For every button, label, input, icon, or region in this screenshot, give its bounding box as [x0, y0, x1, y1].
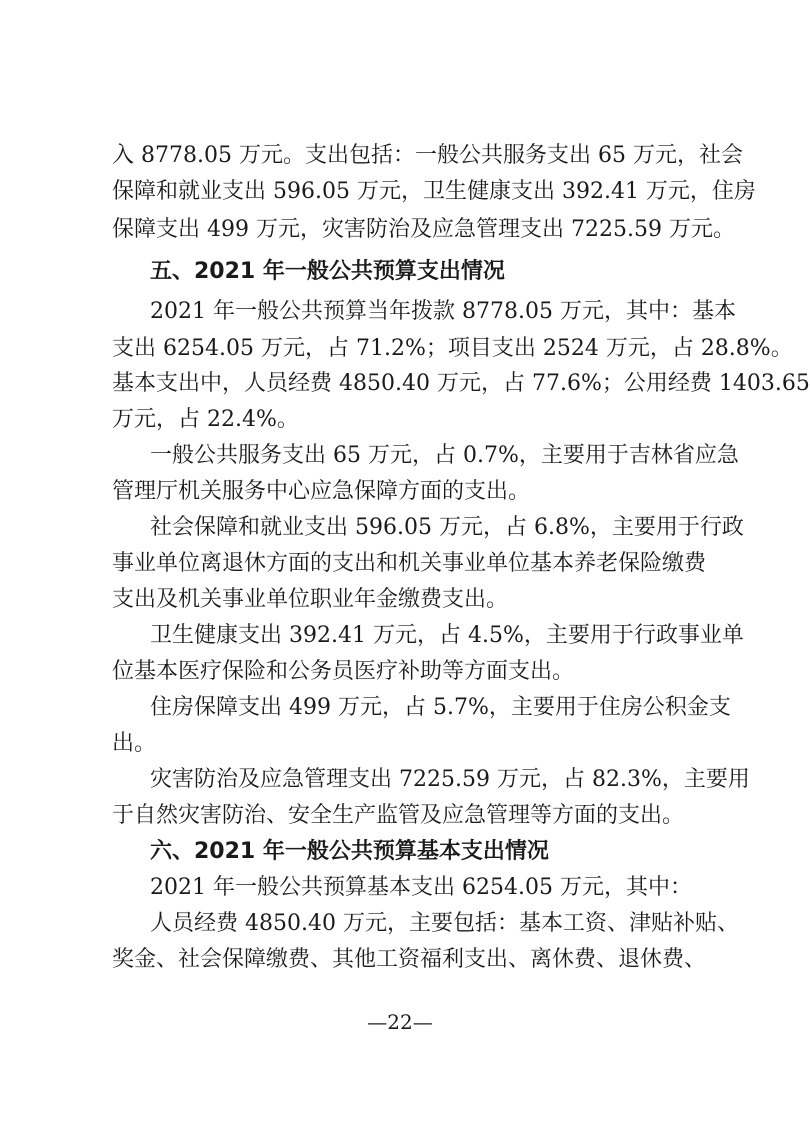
body-text-line: 2021 年一般公共预算基本支出 6254.05 万元，其中： [150, 875, 692, 900]
body-text-line: 出。 [112, 731, 157, 756]
body-text-line: 住房保障支出 499 万元，占 5.7%，主要用于住房公积金支 [150, 695, 731, 720]
body-text-line: 人员经费 4850.40 万元，主要包括：基本工资、津贴补贴、 [150, 911, 739, 936]
body-text-line: 万元，占 22.4%。 [112, 407, 299, 432]
body-text-line: 位基本医疗保险和公务员医疗补助等方面支出。 [112, 659, 575, 684]
page-number: —22— [367, 1010, 433, 1034]
section-heading: 六、2021 年一般公共预算基本支出情况 [150, 839, 549, 864]
body-text-line: 社会保障和就业支出 596.05 万元，占 6.8%，主要用于行政 [150, 515, 744, 540]
section-heading: 五、2021 年一般公共预算支出情况 [150, 259, 505, 284]
body-text-line: 灾害防治及应急管理支出 7225.59 万元，占 82.3%，主要用 [150, 767, 750, 792]
body-text-line: 保障和就业支出 596.05 万元，卫生健康支出 392.41 万元，住房 [112, 179, 756, 204]
body-text-line: 入 8778.05 万元。支出包括：一般公共服务支出 65 万元，社会 [112, 143, 743, 168]
body-text-line: 卫生健康支出 392.41 万元，占 4.5%，主要用于行政事业单 [150, 623, 744, 648]
body-text-line: 支出及机关事业单位职业年金缴费支出。 [112, 587, 509, 612]
body-text-line: 管理厅机关服务中心应急保障方面的支出。 [112, 479, 531, 504]
body-text-line: 事业单位离退休方面的支出和机关事业单位基本养老保险缴费 [112, 551, 707, 576]
body-text-line: 一般公共服务支出 65 万元，占 0.7%，主要用于吉林省应急 [150, 443, 739, 468]
body-text-line: 于自然灾害防治、安全生产监管及应急管理等方面的支出。 [112, 803, 685, 828]
body-text-line: 保障支出 499 万元，灾害防治及应急管理支出 7225.59 万元。 [112, 217, 735, 242]
body-text-line: 支出 6254.05 万元，占 71.2%；项目支出 2524 万元，占 28.8%。 [112, 336, 793, 361]
body-text-line: 奖金、社会保障缴费、其他工资福利支出、离休费、退休费、 [112, 947, 707, 972]
body-text-line: 2021 年一般公共预算当年拨款 8778.05 万元，其中：基本 [150, 299, 736, 324]
body-text-line: 基本支出中，人员经费 4850.40 万元，占 77.6%；公用经费 1403.65 [112, 371, 810, 396]
